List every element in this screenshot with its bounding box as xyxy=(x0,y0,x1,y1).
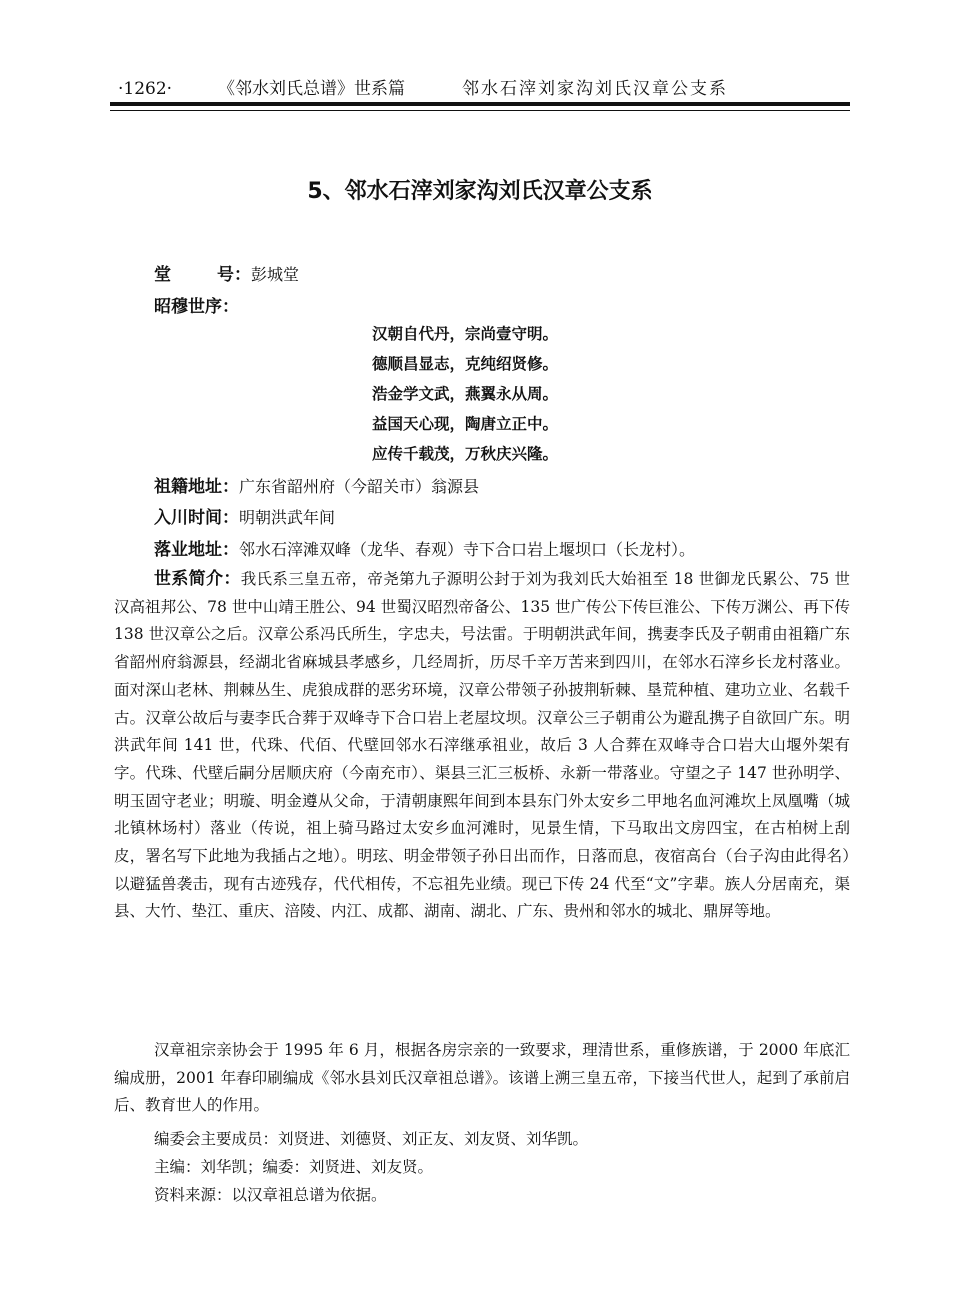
lineage-intro-paragraph xyxy=(114,566,850,926)
ancestral-address-value: 广东省韶州府（今韶关市）翁源县 xyxy=(239,477,480,496)
editors-line: 主编：刘华凯；编委：刘贤进、刘友贤。 xyxy=(154,1158,434,1176)
verse-line: 汉朝自代丹，宗尚壹守明。 xyxy=(372,325,559,343)
source-line: 资料来源：以汉章祖总谱为依据。 xyxy=(154,1186,387,1204)
book-title: 《邻水刘氏总谱》世系篇 xyxy=(218,79,405,99)
verse-line: 益国天心现，陶唐立正中。 xyxy=(372,415,559,433)
generation-order-label: 昭穆世序： xyxy=(154,297,239,317)
ancestral-address-label: 祖籍地址： xyxy=(154,477,239,497)
hall-label-b: 号： xyxy=(217,265,251,285)
entry-time-label: 入川时间： xyxy=(154,508,239,528)
entry-time-row xyxy=(154,505,335,531)
ancestral-address-row xyxy=(154,474,479,500)
running-header xyxy=(110,76,850,102)
settle-address-label: 落业地址： xyxy=(154,540,239,560)
page-title: 5、邻水石滓刘家沟刘氏汉章公支系 xyxy=(307,179,653,204)
intro-text: 我氏系三皇五帝，帝尧第九子源明公封于刘为我刘氏大始祖至 18 世御龙氏累公、75 世汉高祖邦公、78 世中山靖王胜公、94 世蜀汉昭烈帝备公、135 世广传公下传巨淮公、下传万渊公、再下传 138 世汉章公之后。汉章公系冯氏所生，字忠夫，号法雷。于明朝洪武年间，携妻李氏及子朝甫由祖籍广东省韶州府翁源县，经湖北省麻城县孝感乡，几经周折，历尽千辛万苦来到四川，在邻水石滓乡长龙村落业。面对深山老林、荆棘丛生、虎狼成群的恶劣环境，汉章公带领子孙披荆斩棘、垦荒种植、建功立业、名载千古。汉章公故后与妻李氏合葬于双峰寺下合口岩上老屋坟坝。汉章公三子朝甫公为避乱携子自欲回广东。明洪武年间 141 世，代珠、代佰、代壁回邻水石滓继承祖业，故后 3 人合葬在双峰寺合口岩大山堰外架有字。代珠、代壁后嗣分居顺庆府（今南充市）、渠县三汇三板桥、永新一带落业。守望之子 147 世孙明学、明玉固守老业；明璇、明金遵从父命，于清朝康熙年间到本县东门外太安乡二甲地名血河滩坎上凤凰嘴（城北镇林场村）落业（传说，祖上骑马路过太安乡血河滩时，见景生情，下马取出文房四宝，在古柏树上刮皮，署名写下此地为我插占之地）。明玹、明金带领子孙日出而作，日落而息，夜宿高台（台子沟由此得名）以避猛兽袭击，现有古迹残存，代代相传，不忘祖先业绩。现已下传 24 代至“文”字辈。族人分居南充，渠县、大竹、垫江、重庆、涪陵、内江、成都、湖南、湖北、广东、贵州和邻水的城北、鼎屏等地。 xyxy=(114,570,851,921)
intro-label: 世系简介： xyxy=(154,569,241,589)
hall-value: 彭城堂 xyxy=(251,265,300,284)
section-title: 邻水石滓刘家沟刘氏汉章公支系 xyxy=(462,79,728,99)
settle-address-value: 邻水石滓滩双峰（龙华、春观）寺下合口岩上堰坝口（长龙村）。 xyxy=(239,540,696,559)
entry-time-value: 明朝洪武年间 xyxy=(239,508,336,527)
page-number: ·1262· xyxy=(118,79,173,99)
settle-address-row xyxy=(154,537,695,563)
verse-line: 浩金学文武，燕翼永从周。 xyxy=(372,385,559,403)
header-rule-thick xyxy=(110,102,850,106)
hall-name-row xyxy=(154,262,299,288)
verse-line: 应传千载茂，万秋庆兴隆。 xyxy=(372,445,559,463)
generation-order-row xyxy=(154,294,239,320)
editorial-members: 编委会主要成员：刘贤进、刘德贤、刘正友、刘友贤、刘华凯。 xyxy=(154,1130,589,1148)
hall-label-a: 堂 xyxy=(154,265,171,285)
association-paragraph: 汉章祖宗亲协会于 1995 年 6 月，根据各房宗亲的一致要求，理清世系，重修族谱，于 2000 年底汇编成册，2001 年春印刷编成《邻水县刘氏汉章祖总谱》。该谱上溯三皇五帝，下接当代世人，起到了承前启后、教育世人的作用。 xyxy=(114,1041,850,1115)
verse-line: 德顺昌显志，克纯绍贤修。 xyxy=(372,355,559,373)
header-rule-thin xyxy=(110,110,850,111)
